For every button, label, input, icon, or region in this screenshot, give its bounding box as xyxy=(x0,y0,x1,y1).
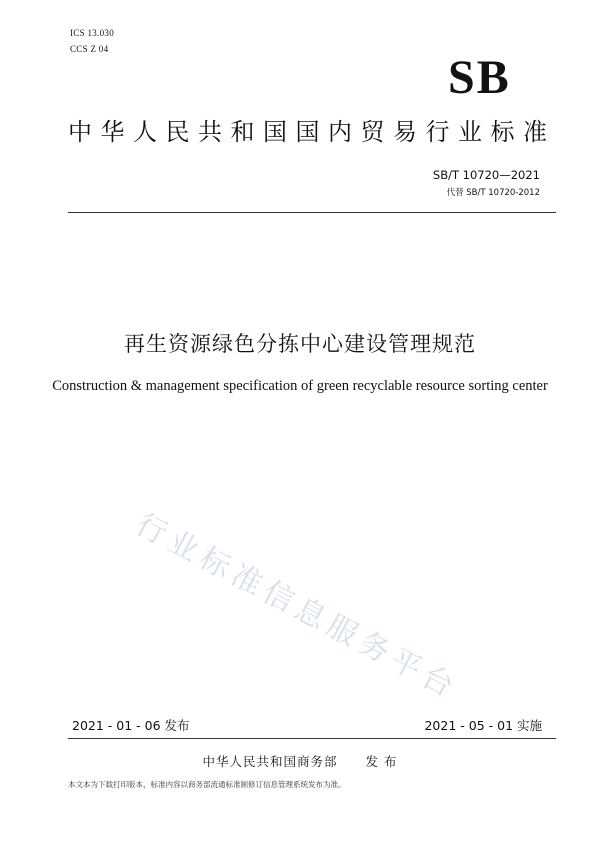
issue-date: 2021 - 01 - 06 发布 xyxy=(72,718,190,733)
download-note: 本文本为下载打印版本，标准内容以商务部流通标准制修订信息管理系统发布为准。 xyxy=(68,780,346,789)
watermark: 行业标准信息服务平台 xyxy=(129,507,465,707)
publisher-org: 中华人民共和国商务部 xyxy=(202,754,338,769)
standard-type-title: 中华人民共和国国内贸易行业标准 xyxy=(68,118,556,146)
publisher-action: 发 布 xyxy=(365,754,398,769)
standard-number: SB/T 10720—2021 xyxy=(432,168,540,182)
implementation-date: 2021 - 05 - 01 实施 xyxy=(424,718,542,733)
ics-code: ICS 13.030 xyxy=(70,28,115,38)
sb-logo: SB xyxy=(448,51,511,104)
publisher-line xyxy=(0,752,600,770)
replaces-standard: 代替 SB/T 10720-2012 xyxy=(446,188,540,198)
ccs-code: CCS Z 04 xyxy=(70,44,109,54)
bottom-divider xyxy=(68,738,556,739)
chinese-title: 再生资源绿色分拣中心建设管理规范 xyxy=(124,332,476,356)
english-title: Construction & management specification of green recyclable resource sorting center xyxy=(52,378,548,394)
top-divider xyxy=(68,212,556,213)
